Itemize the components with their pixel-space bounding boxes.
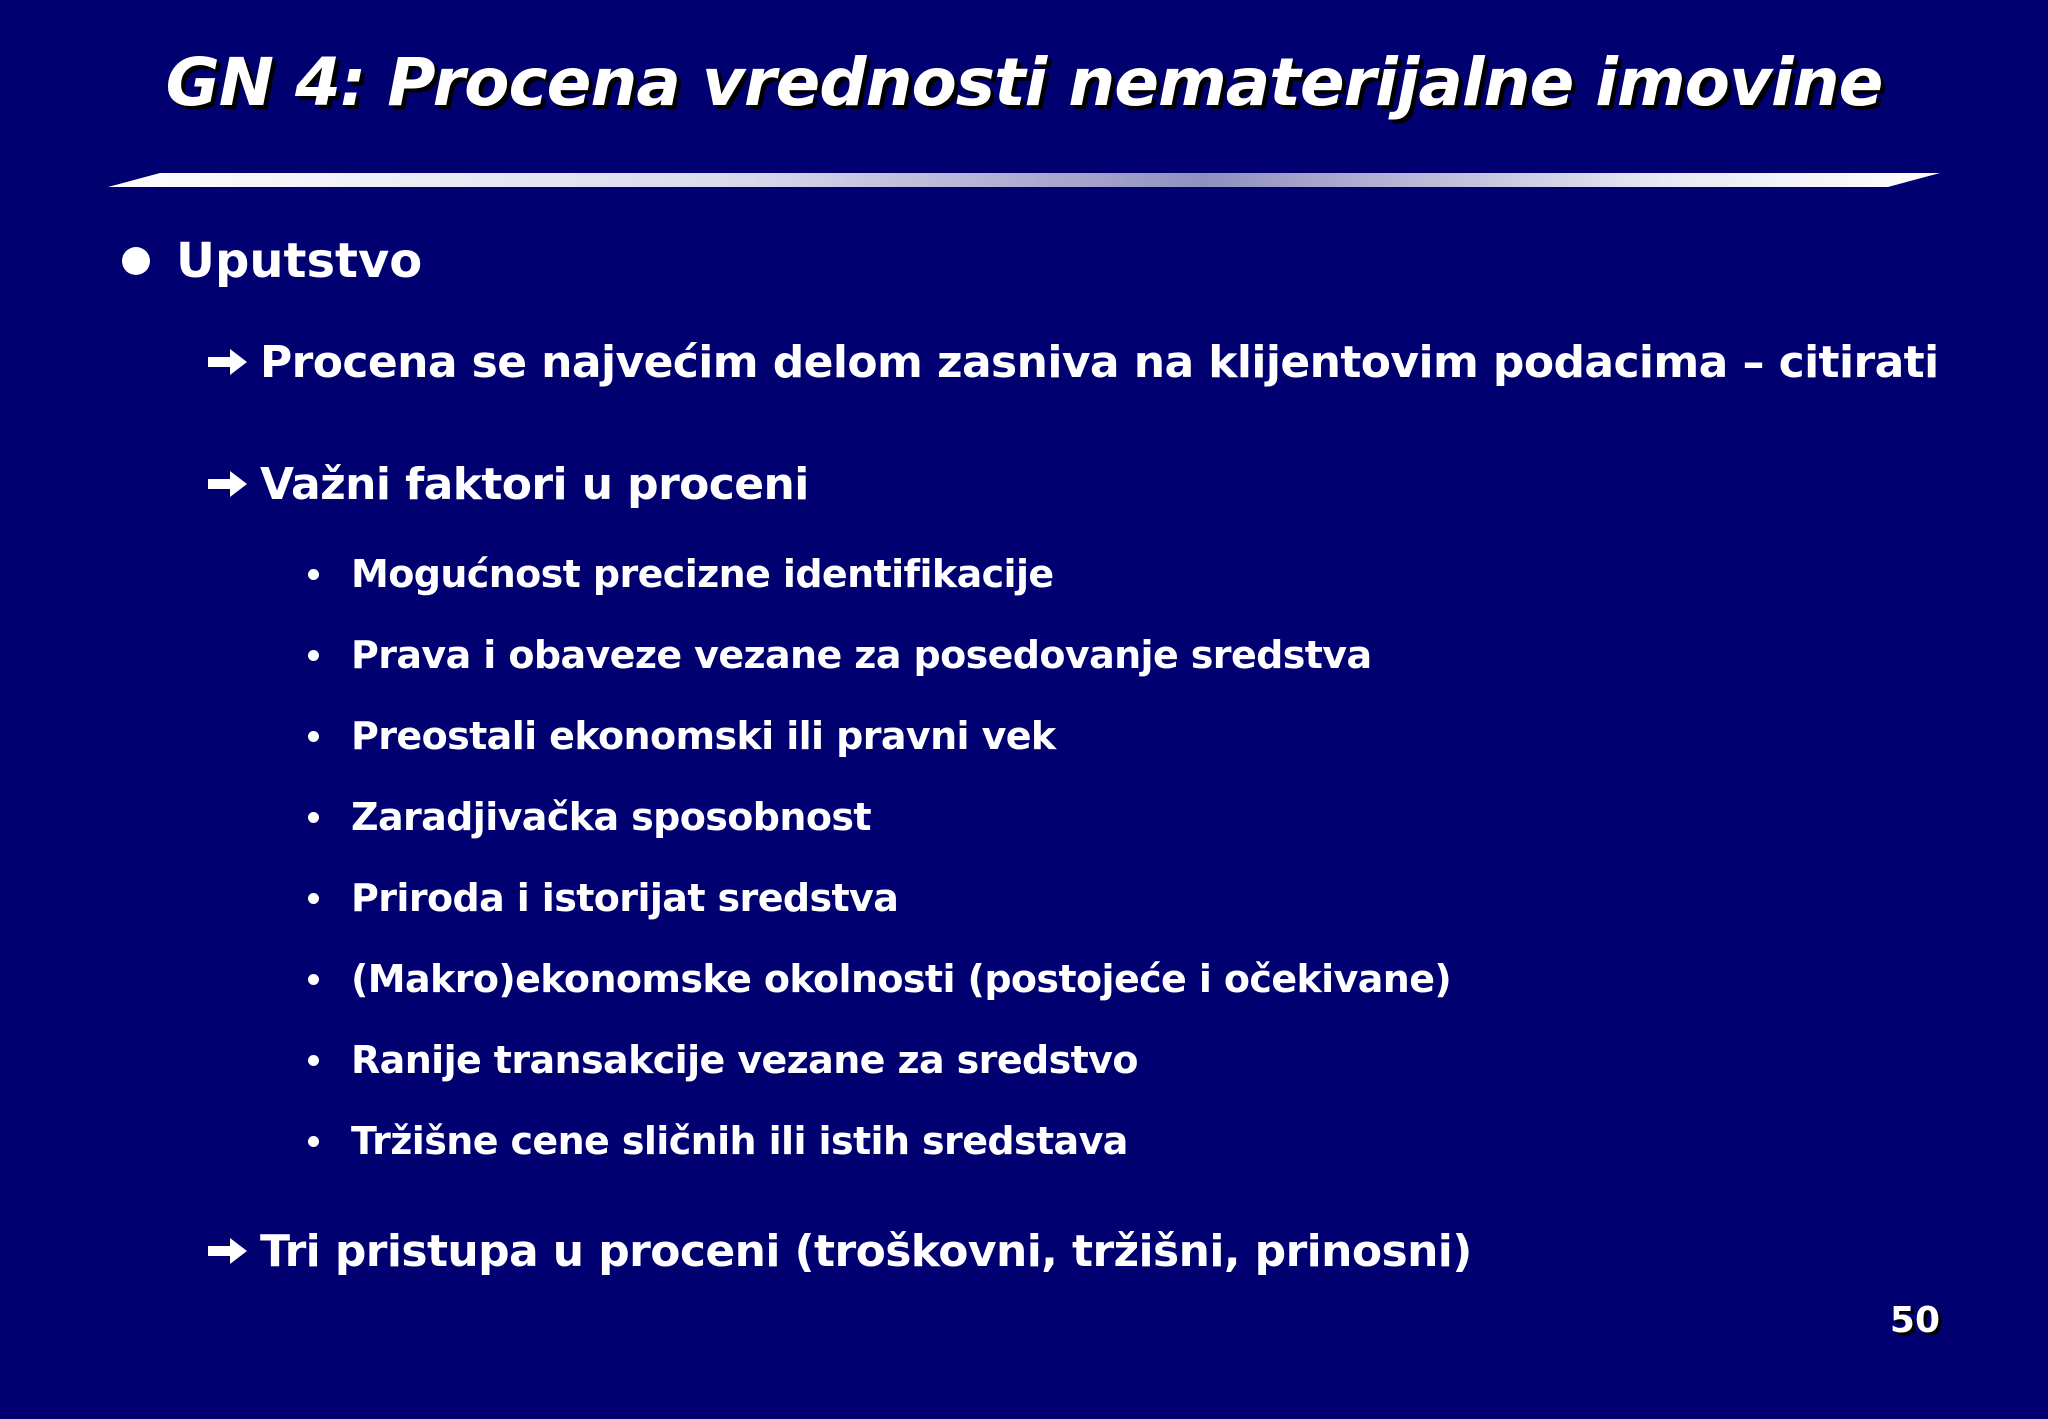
factor-text: Tržišne cene sličnih ili istih sredstava — [351, 1119, 1128, 1163]
bullet-dot-icon — [308, 974, 319, 985]
bullet-dot-icon — [308, 893, 319, 904]
factor-text: (Makro)ekonomske okolnosti (postojeće i očekivane) — [351, 957, 1452, 1001]
right-arrow-icon — [206, 1235, 250, 1267]
factor-item — [308, 790, 871, 844]
factor-text: Mogućnost precizne identifikacije — [351, 552, 1054, 596]
factor-item — [308, 709, 1056, 763]
slide-title: GN 4: Procena vrednosti nematerijalne imovine — [165, 44, 1883, 121]
factor-item — [308, 952, 1451, 1006]
bullet-dot-icon — [308, 1055, 319, 1066]
bullet-dot-icon — [308, 1136, 319, 1147]
bullet-dot-icon — [308, 812, 319, 823]
point-text: Važni faktori u proceni — [260, 458, 809, 510]
main-bullet — [122, 226, 422, 296]
factor-item — [308, 871, 898, 925]
point-row — [206, 1219, 1472, 1283]
bullet-dot-icon — [308, 569, 319, 580]
factor-text: Prava i obaveze vezane za posedovanje sredstva — [351, 633, 1372, 677]
page-number: 50 — [1889, 1300, 1940, 1341]
right-arrow-icon — [206, 468, 250, 500]
main-bullet-label: Uputstvo — [176, 233, 423, 289]
factor-item — [308, 547, 1054, 601]
bullet-dot-icon — [308, 731, 319, 742]
point-row — [206, 330, 1939, 394]
point-row — [206, 452, 809, 516]
factor-text: Ranije transakcije vezane za sredstvo — [351, 1038, 1138, 1082]
factor-item — [308, 1114, 1128, 1168]
bullet-dot-icon — [122, 247, 150, 275]
point-text: Tri pristupa u proceni (troškovni, tržišni, prinosni) — [260, 1225, 1472, 1277]
factor-item — [308, 1033, 1138, 1087]
point-text: Procena se najvećim delom zasniva na klijentovim podacima – citirati — [260, 336, 1939, 388]
factor-text: Priroda i istorijat sredstva — [351, 876, 899, 920]
factor-text: Preostali ekonomski ili pravni vek — [351, 714, 1056, 758]
right-arrow-icon — [206, 346, 250, 378]
bullet-dot-icon — [308, 650, 319, 661]
title-divider — [108, 170, 1940, 188]
factor-item — [308, 628, 1372, 682]
factor-text: Zaradjivačka sposobnost — [351, 795, 871, 839]
